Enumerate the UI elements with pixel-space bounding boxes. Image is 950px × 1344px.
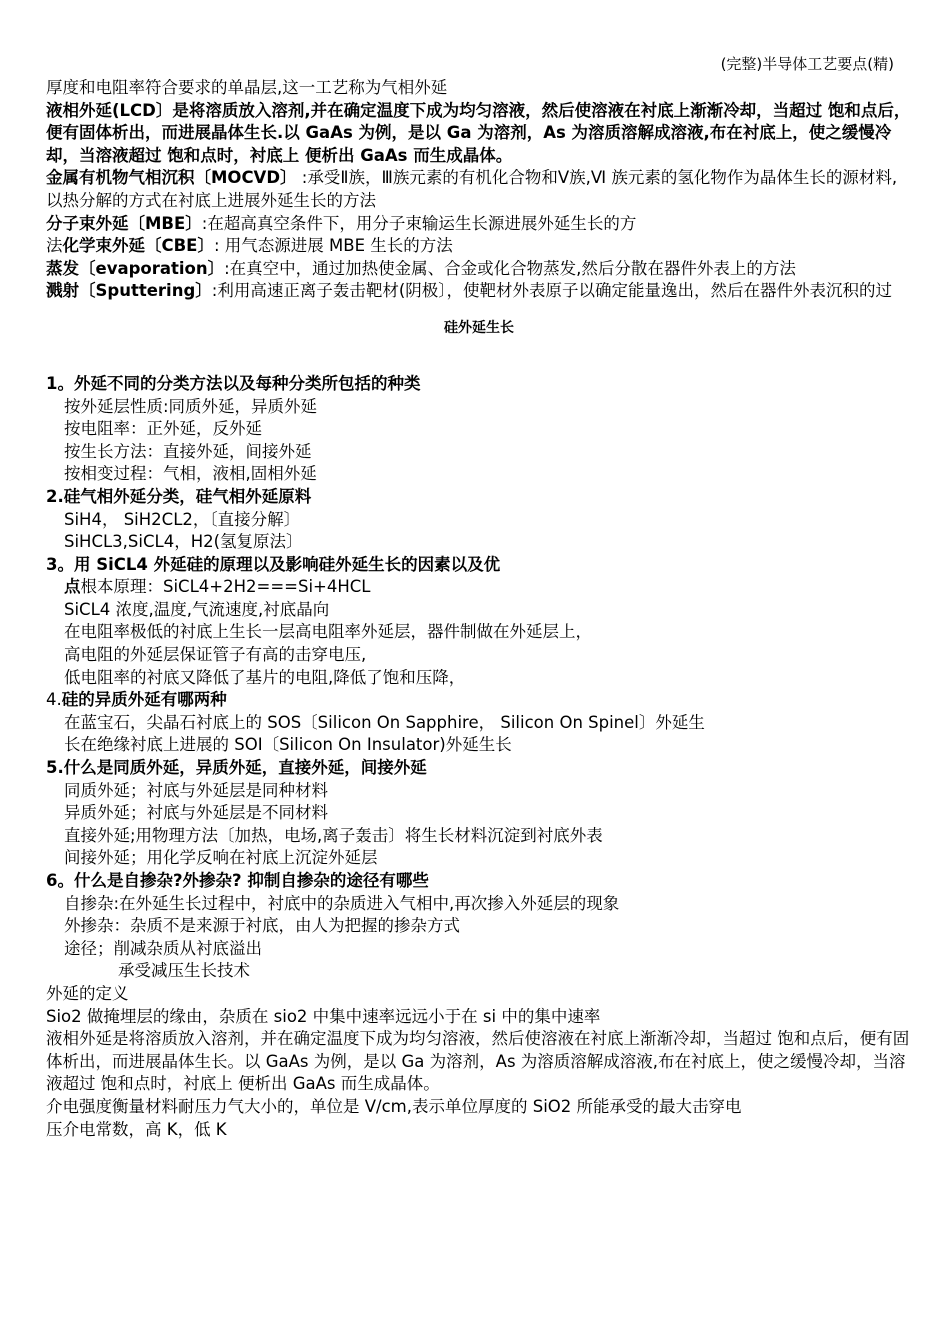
list-item: 承受减压生长技术 bbox=[118, 961, 250, 981]
question-3-point: 点 bbox=[64, 577, 81, 597]
mocvd-text: :承受Ⅱ族，Ⅲ族元素的有机化合物和Ⅴ族,Ⅵ 族元素的氢化物作为晶体生长的源材料,以热分解的方式在衬底上进展外延生长的方法 bbox=[46, 168, 898, 210]
mbe-label: 分子束外延〔MBE〕 bbox=[46, 213, 202, 233]
question-3-principle: 根本原理：SiCL4+2H2===Si+4HCL bbox=[80, 577, 371, 597]
list-item: 按生长方法：直接外延，间接外延 bbox=[64, 441, 312, 461]
list-item bbox=[46, 576, 912, 599]
tail-line: 外延的定义 bbox=[46, 983, 129, 1003]
list-item: 低电阻率的衬底又降低了基片的电阻,降低了饱和压降， bbox=[64, 667, 466, 687]
section-title: 硅外延生长 bbox=[444, 319, 514, 336]
intro-line: 厚度和电阻率符合要求的单晶层,这一工艺称为气相外延 bbox=[46, 78, 448, 97]
list-item: SiHCL3,SiCL4，H2(氢复原法〕 bbox=[64, 532, 303, 552]
question-6-title: 6。什么是自掺杂?外掺杂? 抑制自掺杂的途径有哪些 bbox=[46, 871, 429, 890]
list-item: SiCL4 浓度,温度,气流速度,衬底晶向 bbox=[64, 599, 330, 619]
question-4-title bbox=[46, 689, 912, 712]
evaporation-paragraph bbox=[46, 258, 912, 281]
cbe-paragraph bbox=[46, 235, 912, 258]
list-item: 按电阻率：正外延，反外延 bbox=[64, 419, 262, 439]
tail-line: 介电强度衡量材料耐压力气大小的，单位是 V/cm,表示单位厚度的 SiO2 所能承受的最大击穿电 bbox=[46, 1096, 742, 1116]
list-item: 按外延层性质:同质外延，异质外延 bbox=[64, 396, 318, 416]
question-5-title: 5.什么是同质外延，异质外延，直接外延，间接外延 bbox=[46, 758, 427, 778]
mbe-text: :在超高真空条件下，用分子束输运生长源进展外延生长的方 bbox=[201, 213, 637, 233]
list-item: 直接外延;用物理方法〔加热，电场,离子轰击〕将生长材料沉淀到衬底外表 bbox=[64, 825, 603, 845]
cbe-text: : 用气态源进展 MBE 生长的方法 bbox=[213, 236, 453, 256]
question-4-text: 硅的异质外延有哪两种 bbox=[61, 690, 227, 710]
list-item: 按相变过程：气相，液相,固相外延 bbox=[64, 464, 317, 484]
sputtering-paragraph bbox=[46, 280, 912, 303]
cbe-prefix: 法 bbox=[46, 236, 63, 256]
question-1-title: 1。外延不同的分类方法以及每种分类所包括的种类 bbox=[46, 373, 421, 393]
question-2-title: 2.硅气相外延分类，硅气相外延原料 bbox=[46, 486, 312, 506]
list-item: 途径；削减杂质从衬底溢出 bbox=[64, 938, 262, 958]
tail-line: Sio2 做掩埋层的缘由，杂质在 sio2 中集中速率远远小于在 si 中的集中速率 bbox=[46, 1006, 601, 1026]
list-item: 同质外延；衬底与外延层是同种材料 bbox=[64, 780, 328, 800]
list-item: 异质外延；衬底与外延层是不同材料 bbox=[64, 803, 328, 823]
question-4-number: 4. bbox=[46, 690, 62, 710]
evaporation-label: 蒸发〔evaporation〕 bbox=[46, 258, 225, 278]
mbe-paragraph bbox=[46, 213, 912, 236]
sputtering-label: 溅射〔Sputtering〕 bbox=[46, 281, 212, 301]
list-item: 在电阻率极低的衬底上生长一层高电阻率外延层，器件制做在外延层上， bbox=[64, 622, 592, 642]
cbe-label: 化学束外延〔CBE〕 bbox=[62, 236, 214, 256]
mocvd-label: 金属有机物气相沉积〔MOCVD〕 bbox=[46, 168, 297, 188]
mocvd-paragraph bbox=[46, 167, 912, 212]
list-item: SiH4， SiH2CL2，〔直接分解〕 bbox=[64, 509, 301, 529]
list-item: 自掺杂:在外延生长过程中，衬底中的杂质进入气相中,再次掺入外延层的现象 bbox=[64, 893, 620, 913]
page-header-title: (完整)半导体工艺要点(精) bbox=[720, 55, 894, 73]
list-item: 间接外延；用化学反响在衬底上沉淀外延层 bbox=[64, 848, 378, 868]
document-body bbox=[46, 77, 912, 1141]
list-item: 高电阻的外延层保证管子有高的击穿电压, bbox=[64, 645, 367, 665]
question-3-title: 3。用 SiCL4 外延硅的原理以及影响硅外延生长的因素以及优 bbox=[46, 554, 501, 574]
tail-line: 压介电常数，高 K，低 K bbox=[46, 1119, 227, 1139]
lcd-paragraph: 液相外延(LCD〕是将溶质放入溶剂,并在确定温度下成为均匀溶液，然后使溶液在衬底上渐渐冷却，当超过 饱和点后，便有固体析出，而进展晶体生长.以 GaAs 为例，是以 Ga 为溶剂，As 为溶质溶解成溶液,布在衬底上，使之缓慢冷却，当溶液超过 饱和点时，衬底上 便析出 GaAs 而生成晶体。 bbox=[46, 100, 911, 165]
tail-paragraph: 液相外延是将溶质放入溶剂，并在确定温度下成为均匀溶液，然后使溶液在衬底上渐渐冷却，当超过 饱和点后，便有固体析出，而进展晶体生长。以 GaAs 为例，是以 Ga 为溶剂，As 为溶质溶解成溶液,布在衬底上，使之缓慢冷却，当溶液超过 饱和点时，衬底上 便析出 GaAs 而生成晶体。 bbox=[46, 1029, 910, 1094]
sputtering-text: :利用高速正离子轰击靶材(阴极〕，使靶材外表原子以确定能量逸出，然后在器件外表沉积的过 bbox=[211, 281, 893, 301]
list-item: 在蓝宝石，尖晶石衬底上的 SOS〔Silicon On Sapphire， Silicon On Spinel〕外延生 bbox=[64, 712, 705, 732]
list-item: 外掺杂：杂质不是来源于衬底，由人为把握的掺杂方式 bbox=[64, 916, 460, 936]
list-item: 长在绝缘衬底上进展的 SOI〔Silicon On Insulator)外延生长 bbox=[64, 735, 512, 755]
evaporation-text: :在真空中，通过加热使金属、合金或化合物蒸发,然后分散在器件外表上的方法 bbox=[224, 258, 796, 278]
